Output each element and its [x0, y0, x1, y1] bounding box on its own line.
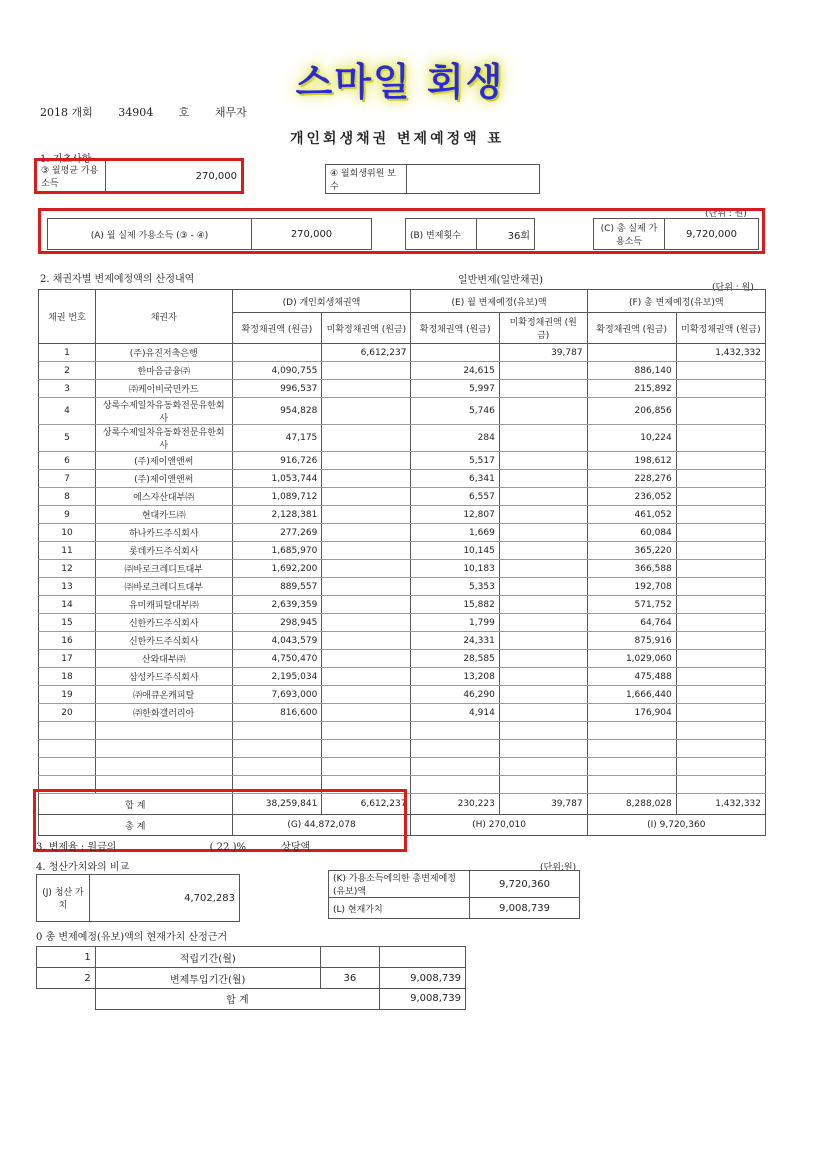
cell-f1: 215,892 — [587, 380, 676, 398]
cell-e2 — [499, 524, 587, 542]
th-f-unconfirmed: 미확정채권액 (원금) — [676, 313, 765, 344]
cell-f2 — [676, 542, 765, 560]
cell-f1: 10,224 — [587, 425, 676, 452]
cell-e1 — [411, 776, 499, 794]
cell-f1: 886,140 — [587, 362, 676, 380]
section1-label: 1. 기초사항 — [40, 154, 92, 165]
table-row — [39, 425, 766, 452]
monthly-income-value: 270,000 — [195, 170, 237, 182]
cell-d1: 4,750,470 — [232, 650, 322, 668]
cell-e1: 10,145 — [411, 542, 499, 560]
cell-f2 — [676, 668, 765, 686]
case-year: 2018 개회 — [40, 106, 93, 119]
pv-months — [320, 947, 379, 968]
table-row — [39, 578, 766, 596]
pv-no: 1 — [37, 947, 96, 968]
table-row — [39, 380, 766, 398]
cell-e1: 5,997 — [411, 380, 499, 398]
cell-e2 — [499, 650, 587, 668]
cell-name: (주)유진저축은행 — [95, 344, 232, 362]
cell-f2 — [676, 704, 765, 722]
subtotal-d1: 38,259,841 — [232, 794, 322, 815]
cell-f1: 192,708 — [587, 578, 676, 596]
rate-value: ( 22 )% — [209, 842, 246, 853]
cell-d1: 1,053,744 — [232, 470, 322, 488]
cell-no: 9 — [39, 506, 96, 524]
cell-f2 — [676, 560, 765, 578]
cell-f1: 366,588 — [587, 560, 676, 578]
cell-no: 3 — [39, 380, 96, 398]
cell-name: ㈜한화갤러리아 — [95, 704, 232, 722]
pv-total-value: 9,008,739 — [380, 989, 466, 1010]
cell-e2 — [499, 614, 587, 632]
cell-name: 신한카드주식회사 — [95, 614, 232, 632]
table-row — [39, 722, 766, 740]
cell-no: 2 — [39, 362, 96, 380]
cell-e2 — [499, 776, 587, 794]
cell-f2 — [676, 596, 765, 614]
cell-name: ㈜바로크레디트대부 — [95, 560, 232, 578]
cell-d1: 954,828 — [232, 398, 322, 425]
cell-no — [39, 758, 96, 776]
cell-d2 — [322, 425, 411, 452]
cell-e1: 1,669 — [411, 524, 499, 542]
cell-name: 하나카드주식회사 — [95, 524, 232, 542]
cell-d1: 1,089,712 — [232, 488, 322, 506]
cell-e1 — [411, 344, 499, 362]
cell-d1: 277,269 — [232, 524, 322, 542]
cell-d1: 4,090,755 — [232, 362, 322, 380]
cell-f1: 475,488 — [587, 668, 676, 686]
total-label: 총 계 — [39, 815, 233, 836]
monthly-income-box — [34, 158, 244, 194]
cell-name: 롯데카드주식회사 — [95, 542, 232, 560]
cell-e1 — [411, 758, 499, 776]
a-label: (A) 월 실제 가용소득 (③ - ④) — [48, 219, 252, 250]
table-row — [39, 632, 766, 650]
cell-f2 — [676, 524, 765, 542]
cell-f1: 1,666,440 — [587, 686, 676, 704]
cell-f1: 461,052 — [587, 506, 676, 524]
cell-d2 — [322, 524, 411, 542]
repayment-rate — [36, 838, 310, 853]
cell-d2 — [322, 596, 411, 614]
table-row — [39, 560, 766, 578]
case-number: 34904 — [118, 106, 154, 119]
cell-name: 신한카드주식회사 — [95, 632, 232, 650]
cell-e1 — [411, 740, 499, 758]
cell-e2 — [499, 740, 587, 758]
table-row — [39, 524, 766, 542]
table-row — [39, 704, 766, 722]
cell-no: 4 — [39, 398, 96, 425]
cell-e2 — [499, 452, 587, 470]
cell-f2 — [676, 362, 765, 380]
cell-e2: 39,787 — [499, 344, 587, 362]
l-value: 9,008,739 — [470, 898, 580, 919]
logo: 스마일 회생 — [295, 59, 505, 104]
pv-value: 9,008,739 — [380, 968, 466, 989]
subtotal-f1: 8,288,028 — [587, 794, 676, 815]
rate-label: 3. 변제율 : 원금의 — [36, 842, 117, 853]
cell-d2 — [322, 704, 411, 722]
cell-f1: 236,052 — [587, 488, 676, 506]
cell-f1 — [587, 344, 676, 362]
page-title: 개인회생채권 변제예정액 표 — [290, 131, 505, 147]
cell-e1: 6,557 — [411, 488, 499, 506]
liquidation-table — [36, 874, 240, 922]
list-item — [37, 947, 466, 968]
cell-e1: 24,615 — [411, 362, 499, 380]
cell-d2 — [322, 542, 411, 560]
case-debtor: 채무자 — [214, 106, 247, 119]
cell-d2 — [322, 470, 411, 488]
cell-d2 — [322, 758, 411, 776]
cell-no: 13 — [39, 578, 96, 596]
cell-e2 — [499, 506, 587, 524]
total-h: (H) 270,010 — [411, 815, 587, 836]
cell-e2 — [499, 686, 587, 704]
cell-f1: 176,904 — [587, 704, 676, 722]
cell-no: 17 — [39, 650, 96, 668]
cell-f1: 206,856 — [587, 398, 676, 425]
available-income-box — [38, 208, 765, 254]
cell-e1: 46,290 — [411, 686, 499, 704]
cell-f2 — [676, 776, 765, 794]
th-f-confirmed: 확정채권액 (원금) — [587, 313, 676, 344]
cell-f2 — [676, 650, 765, 668]
cell-name — [95, 722, 232, 740]
rate-suffix: 상당액 — [281, 842, 311, 853]
cell-e2 — [499, 488, 587, 506]
c-label: (C) 총 실제 가용소득 — [594, 219, 665, 250]
cell-e2 — [499, 596, 587, 614]
b-table — [405, 218, 535, 250]
cell-d2 — [322, 488, 411, 506]
j-label: (J) 청산 가치 — [37, 875, 90, 922]
k-value: 9,720,360 — [470, 871, 580, 898]
cell-e1: 13,208 — [411, 668, 499, 686]
cell-name: 산와대부㈜ — [95, 650, 232, 668]
th-e-unconfirmed: 미확정채권액 (원금) — [499, 313, 587, 344]
table-row — [39, 740, 766, 758]
cell-e1: 5,517 — [411, 452, 499, 470]
cell-f1: 198,612 — [587, 452, 676, 470]
section4-label: 4. 청산가치와의 비교 — [36, 862, 130, 873]
cell-no: 7 — [39, 470, 96, 488]
cell-e1: 5,746 — [411, 398, 499, 425]
cell-d1: 7,693,000 — [232, 686, 322, 704]
cell-e2 — [499, 704, 587, 722]
cell-f1 — [587, 740, 676, 758]
table-row — [39, 596, 766, 614]
cell-d1: 2,639,359 — [232, 596, 322, 614]
pv-basis-table — [36, 946, 466, 1010]
table-row — [39, 398, 766, 425]
cell-e1: 24,331 — [411, 632, 499, 650]
cell-name — [95, 758, 232, 776]
cell-f1 — [587, 776, 676, 794]
cell-d1: 2,195,034 — [232, 668, 322, 686]
cell-e1: 12,807 — [411, 506, 499, 524]
cell-e2 — [499, 668, 587, 686]
cell-name: 에스자산대부㈜ — [95, 488, 232, 506]
subtotal-f2: 1,432,332 — [676, 794, 765, 815]
cell-d2 — [322, 614, 411, 632]
table-row — [39, 668, 766, 686]
cell-f1: 365,220 — [587, 542, 676, 560]
a-table — [47, 218, 372, 250]
cell-e2 — [499, 425, 587, 452]
table-row — [39, 542, 766, 560]
cell-d2 — [322, 668, 411, 686]
cell-d1 — [232, 740, 322, 758]
l-label: (L) 현재가치 — [329, 898, 470, 919]
table-row — [39, 614, 766, 632]
cell-e1: 4,914 — [411, 704, 499, 722]
a-value: 270,000 — [252, 219, 372, 250]
cell-e1: 1,799 — [411, 614, 499, 632]
cell-e1: 28,585 — [411, 650, 499, 668]
cell-d1: 2,128,381 — [232, 506, 322, 524]
cell-f2 — [676, 722, 765, 740]
table-row — [39, 452, 766, 470]
cell-f1: 875,916 — [587, 632, 676, 650]
cell-e2 — [499, 560, 587, 578]
cell-name: 현대카드㈜ — [95, 506, 232, 524]
cell-e1 — [411, 722, 499, 740]
cell-no: 5 — [39, 425, 96, 452]
cell-d2 — [322, 740, 411, 758]
cell-f1: 60,084 — [587, 524, 676, 542]
case-ho: 호 — [178, 106, 190, 119]
subtotal-e2: 39,787 — [499, 794, 587, 815]
cell-d1: 916,726 — [232, 452, 322, 470]
creditor-table — [38, 289, 766, 836]
section2-unit: (단위 : 원) — [712, 283, 754, 293]
pv-total-label: 합 계 — [95, 989, 379, 1010]
cell-name: (주)제이앤앤써 — [95, 470, 232, 488]
cell-no: 16 — [39, 632, 96, 650]
th-f: (F) 총 변제예정(유보)액 — [587, 290, 765, 313]
present-value-table — [328, 870, 580, 919]
cell-e2 — [499, 470, 587, 488]
cell-f2 — [676, 506, 765, 524]
pv-value — [380, 947, 466, 968]
th-creditor: 채권자 — [95, 290, 232, 344]
cell-d1: 996,537 — [232, 380, 322, 398]
k-label: (K) 가용소득에의한 총변제예정(유보)액 — [329, 871, 470, 898]
cell-e1: 10,183 — [411, 560, 499, 578]
cell-f2 — [676, 425, 765, 452]
cell-name: (주)제이앤앤써 — [95, 452, 232, 470]
cell-no: 1 — [39, 344, 96, 362]
pv-no: 2 — [37, 968, 96, 989]
subtotal-label: 합 계 — [39, 794, 233, 815]
cell-d2 — [322, 650, 411, 668]
th-e: (E) 월 변제예정(유보)액 — [411, 290, 587, 313]
cell-d1: 298,945 — [232, 614, 322, 632]
cell-e2 — [499, 578, 587, 596]
cell-no — [39, 722, 96, 740]
cell-d1 — [232, 722, 322, 740]
cell-f2 — [676, 398, 765, 425]
cell-no: 11 — [39, 542, 96, 560]
cell-name: 한마음금융㈜ — [95, 362, 232, 380]
cell-f2 — [676, 452, 765, 470]
cell-f2 — [676, 740, 765, 758]
cell-e2 — [499, 542, 587, 560]
section2-label: 2. 채권자별 변제예정액의 산정내역 — [40, 274, 195, 285]
cell-f2 — [676, 488, 765, 506]
cell-f2 — [676, 758, 765, 776]
b-value: 36회 — [477, 219, 535, 250]
cell-f2 — [676, 614, 765, 632]
j-value: 4,702,283 — [90, 875, 240, 922]
cell-f1: 228,276 — [587, 470, 676, 488]
cell-d2 — [322, 560, 411, 578]
cell-d2 — [322, 506, 411, 524]
cell-f2 — [676, 686, 765, 704]
table-row — [39, 362, 766, 380]
list-item — [37, 968, 466, 989]
cell-no: 18 — [39, 668, 96, 686]
cell-name: 상록수제일차유동화전문유한회사 — [95, 398, 232, 425]
cell-d2 — [322, 452, 411, 470]
cell-f1: 1,029,060 — [587, 650, 676, 668]
cell-e2 — [499, 632, 587, 650]
cell-e1: 15,882 — [411, 596, 499, 614]
table-row — [39, 758, 766, 776]
cell-f2 — [676, 470, 765, 488]
th-d-confirmed: 확정채권액 (원금) — [232, 313, 322, 344]
cell-e2 — [499, 380, 587, 398]
cell-name: ㈜바로크레디트대부 — [95, 578, 232, 596]
cell-d1: 816,600 — [232, 704, 322, 722]
b-label: (B) 변제횟수 — [406, 219, 477, 250]
cell-no: 8 — [39, 488, 96, 506]
th-d: (D) 개인회생채권액 — [232, 290, 411, 313]
cell-name: 삼성카드주식회사 — [95, 668, 232, 686]
cell-e1: 6,341 — [411, 470, 499, 488]
cell-f2 — [676, 632, 765, 650]
cell-d2 — [322, 686, 411, 704]
c-table — [593, 218, 759, 250]
table-row — [39, 488, 766, 506]
table-row — [39, 344, 766, 362]
cell-d1: 889,557 — [232, 578, 322, 596]
cell-name — [95, 740, 232, 758]
cell-f2: 1,432,332 — [676, 344, 765, 362]
cell-f1: 64,764 — [587, 614, 676, 632]
cell-e2 — [499, 722, 587, 740]
section1-unit: (단위 : 원) — [705, 209, 747, 219]
cell-d1 — [232, 344, 322, 362]
cell-d2 — [322, 722, 411, 740]
cell-f2 — [676, 578, 765, 596]
trustee-fee-value — [407, 165, 540, 194]
trustee-fee-table — [325, 164, 540, 194]
cell-e1: 284 — [411, 425, 499, 452]
table-row — [39, 470, 766, 488]
pv-label: 변제투입기간(월) — [95, 968, 320, 989]
table-row — [39, 650, 766, 668]
cell-d1: 4,043,579 — [232, 632, 322, 650]
cell-f1 — [587, 722, 676, 740]
cell-no: 20 — [39, 704, 96, 722]
cell-d2 — [322, 362, 411, 380]
cell-no — [39, 740, 96, 758]
cell-d2 — [322, 578, 411, 596]
c-value: 9,720,000 — [665, 219, 759, 250]
section5-label: 0 총 변제예정(유보)액의 현재가치 산정근거 — [36, 932, 228, 943]
cell-e2 — [499, 362, 587, 380]
table-row — [39, 506, 766, 524]
cell-f1: 571,752 — [587, 596, 676, 614]
subtotal-e1: 230,223 — [411, 794, 499, 815]
cell-d2 — [322, 632, 411, 650]
cell-d1: 1,692,200 — [232, 560, 322, 578]
total-i: (I) 9,720,360 — [587, 815, 765, 836]
cell-no: 12 — [39, 560, 96, 578]
cell-no: 19 — [39, 686, 96, 704]
cell-f2 — [676, 380, 765, 398]
cell-name: 유미캐피탈대부㈜ — [95, 596, 232, 614]
case-header — [40, 104, 269, 120]
section2-sub: 일반변제(일반채권) — [458, 275, 544, 286]
cell-no: 15 — [39, 614, 96, 632]
cell-e2 — [499, 398, 587, 425]
table-row — [39, 686, 766, 704]
cell-e1: 5,353 — [411, 578, 499, 596]
th-no: 채권 번호 — [39, 290, 96, 344]
cell-no: 10 — [39, 524, 96, 542]
cell-d2 — [322, 380, 411, 398]
cell-d1: 1,685,970 — [232, 542, 322, 560]
cell-name: ㈜케이비국민카드 — [95, 380, 232, 398]
monthly-income-label: ③ 월평균 가용소득 — [37, 161, 106, 191]
cell-d1 — [232, 758, 322, 776]
cell-name: ㈜애큐온캐피탈 — [95, 686, 232, 704]
cell-e2 — [499, 758, 587, 776]
cell-d2: 6,612,237 — [322, 344, 411, 362]
pv-label: 적립기간(월) — [95, 947, 320, 968]
trustee-fee-label: ④ 월회생위원 보수 — [326, 165, 407, 194]
th-e-confirmed: 확정채권액 (원금) — [411, 313, 499, 344]
cell-d1: 47,175 — [232, 425, 322, 452]
subtotal-d2: 6,612,237 — [322, 794, 411, 815]
section4-unit: (단위:원) — [540, 863, 577, 873]
cell-no: 14 — [39, 596, 96, 614]
th-d-unconfirmed: 미확정채권액 (원금) — [322, 313, 411, 344]
cell-no: 6 — [39, 452, 96, 470]
cell-d2 — [322, 398, 411, 425]
cell-name: 상록수제일차유동화전문유한회사 — [95, 425, 232, 452]
pv-months: 36 — [320, 968, 379, 989]
total-g: (G) 44,872,078 — [232, 815, 411, 836]
cell-f1 — [587, 758, 676, 776]
